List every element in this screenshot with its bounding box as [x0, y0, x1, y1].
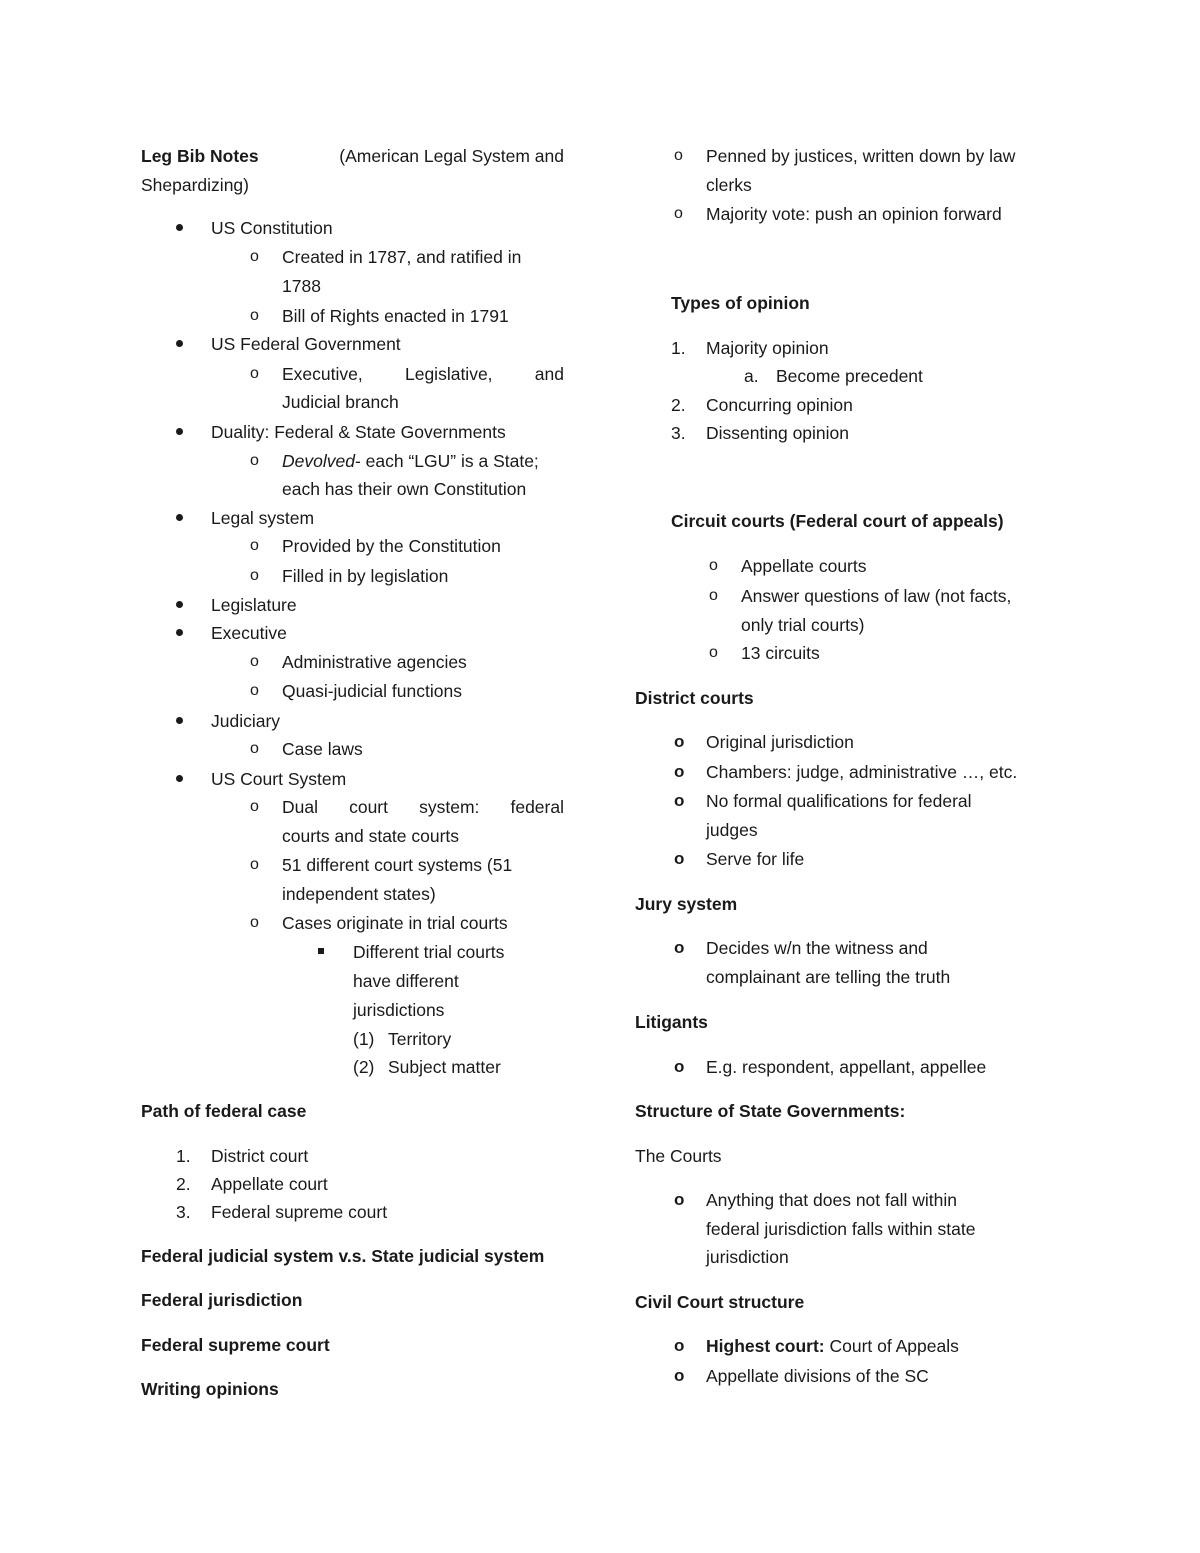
bullet-o: o — [250, 452, 259, 469]
outline-subitem: No formal qualifications for federal — [706, 791, 972, 811]
section-heading: Litigants — [635, 1012, 708, 1032]
section-heading: Jury system — [635, 894, 738, 914]
section-heading: Federal judicial system v.s. State judicial system — [141, 1246, 545, 1266]
lettered-item: Become precedent — [776, 366, 923, 386]
justified-word: Legislative, — [404, 364, 493, 384]
italic-term: Devolved — [282, 451, 355, 471]
bullet-o: o — [674, 849, 685, 868]
title-subtitle: (American Legal System and — [339, 146, 564, 166]
outline-subitem: Penned by justices, written down by law — [706, 146, 1016, 166]
section-heading: Types of opinion — [671, 293, 810, 313]
bullet-o: o — [674, 791, 685, 810]
numbered-item: Dissenting opinion — [706, 423, 850, 443]
numbered-item: Concurring opinion — [706, 395, 853, 415]
outline-item: Executive — [211, 623, 287, 643]
bullet-o: o — [250, 567, 259, 584]
section-heading: Path of federal case — [141, 1101, 307, 1121]
outline-subitem: Serve for life — [706, 849, 805, 869]
bullet-o: o — [674, 147, 683, 164]
bold-term: Highest court: — [706, 1336, 825, 1356]
bullet-o: o — [674, 938, 685, 957]
justified-word: and — [534, 364, 564, 384]
outline-subitem-cont: jurisdiction — [706, 1247, 789, 1267]
list-marker: 2. — [176, 1174, 191, 1194]
outline-subsubitem: Different trial courts — [353, 942, 505, 962]
outline-subitem-cont: independent states) — [282, 884, 436, 904]
outline-subitem — [706, 1335, 959, 1357]
outline-subitem: Majority vote: push an opinion forward — [706, 204, 1002, 224]
outline-subitem: Appellate courts — [741, 556, 867, 576]
outline-subitem-cont: 1788 — [282, 276, 321, 296]
list-marker: (1) — [353, 1029, 375, 1049]
outline-subitem: Decides w/n the witness and — [706, 938, 928, 958]
numbered-item: Federal supreme court — [211, 1202, 388, 1222]
bullet-o: o — [250, 740, 259, 757]
section-heading: Circuit courts (Federal court of appeals) — [671, 511, 1004, 531]
bullet-o: o — [674, 1366, 685, 1385]
outline-subsubitem-cont: jurisdictions — [353, 1000, 445, 1020]
list-marker: 1. — [671, 338, 686, 358]
outline-subitem-cont: clerks — [706, 175, 752, 195]
bullet-o: o — [674, 1057, 685, 1076]
bullet-o: o — [709, 644, 718, 661]
outline-subitem-cont: complainant are telling the truth — [706, 967, 951, 987]
outline-subitem: Quasi-judicial functions — [282, 681, 462, 701]
justified-word: court — [349, 797, 388, 817]
bullet-o: o — [709, 587, 718, 604]
bullet-o: o — [250, 914, 259, 931]
outline-subitem: Cases originate in trial courts — [282, 913, 508, 933]
outline-subitem-cont: only trial courts) — [741, 615, 865, 635]
outline-subitem: 51 different court systems (51 — [282, 855, 513, 875]
outline-subsubitem: Territory — [388, 1029, 452, 1049]
outline-subitem-cont: courts and state courts — [282, 826, 460, 846]
outline-subitem: Administrative agencies — [282, 652, 467, 672]
outline-item: US Constitution — [211, 218, 333, 238]
outline-subsubitem-cont: have different — [353, 971, 459, 991]
outline-subitem: 13 circuits — [741, 643, 820, 663]
section-heading: Civil Court structure — [635, 1292, 805, 1312]
bullet-o: o — [250, 798, 259, 815]
title-bold: Leg Bib Notes — [141, 146, 259, 166]
bullet-o: o — [250, 365, 259, 382]
justified-word: Executive, — [282, 364, 363, 384]
outline-subitem-cont: Judicial branch — [282, 392, 399, 412]
bullet-o: o — [250, 653, 259, 670]
section-heading: Federal supreme court — [141, 1335, 330, 1355]
outline-item: Judiciary — [211, 711, 281, 731]
outline-subitem: Answer questions of law (not facts, — [741, 586, 1012, 606]
outline-item: Duality: Federal & State Governments — [211, 422, 506, 442]
outline-item: US Federal Government — [211, 334, 401, 354]
outline-subsubitem: Subject matter — [388, 1057, 501, 1077]
numbered-item: Majority opinion — [706, 338, 829, 358]
list-marker: (2) — [353, 1057, 375, 1077]
bullet-o: o — [250, 682, 259, 699]
bullet-o: o — [674, 762, 685, 781]
list-marker: a. — [744, 366, 759, 386]
section-heading: Writing opinions — [141, 1379, 279, 1399]
bullet-o: o — [709, 557, 718, 574]
bullet-o: o — [674, 1190, 685, 1209]
outline-subitem: Chambers: judge, administrative …, etc. — [706, 762, 1018, 782]
justified-word: system: — [419, 797, 480, 817]
outline-subitem: Original jurisdiction — [706, 732, 854, 752]
outline-subitem-cont: federal jurisdiction falls within state — [706, 1219, 976, 1239]
numbered-item: Appellate court — [211, 1174, 328, 1194]
bullet-o: o — [674, 732, 685, 751]
section-heading: District courts — [635, 688, 754, 708]
bullet-o: o — [250, 856, 259, 873]
outline-subitem: Provided by the Constitution — [282, 536, 501, 556]
list-marker: 3. — [176, 1202, 191, 1222]
list-marker: 1. — [176, 1146, 191, 1166]
list-marker: 3. — [671, 423, 686, 443]
outline-subitem: Filled in by legislation — [282, 566, 449, 586]
bullet-o: o — [250, 307, 259, 324]
outline-subitem: Appellate divisions of the SC — [706, 1366, 929, 1386]
term-definition: - each “LGU” is a State; — [354, 451, 539, 471]
bullet-o: o — [250, 248, 259, 265]
subsection-label: The Courts — [635, 1146, 722, 1166]
justified-word: federal — [510, 797, 564, 817]
title-line-2: Shepardizing) — [141, 175, 249, 195]
bullet-o: o — [674, 205, 683, 222]
outline-subitem: Created in 1787, and ratified in — [282, 247, 522, 267]
list-marker: 2. — [671, 395, 686, 415]
bullet-o: o — [250, 537, 259, 554]
outline-subitem: Anything that does not fall within — [706, 1190, 957, 1210]
outline-subitem: E.g. respondent, appellant, appellee — [706, 1057, 987, 1077]
outline-item: Legal system — [211, 508, 315, 528]
term-value: Court of Appeals — [824, 1336, 959, 1356]
outline-subitem: Case laws — [282, 739, 363, 759]
section-heading: Federal jurisdiction — [141, 1290, 303, 1310]
outline-subitem-cont: judges — [706, 820, 758, 840]
outline-item: Legislature — [211, 595, 297, 615]
outline-subitem-cont: each has their own Constitution — [282, 479, 527, 499]
section-heading: Structure of State Governments: — [635, 1101, 906, 1121]
justified-word: Dual — [282, 797, 318, 817]
numbered-item: District court — [211, 1146, 309, 1166]
outline-item: US Court System — [211, 769, 347, 789]
outline-subitem: Bill of Rights enacted in 1791 — [282, 306, 509, 326]
bullet-o: o — [674, 1336, 685, 1355]
